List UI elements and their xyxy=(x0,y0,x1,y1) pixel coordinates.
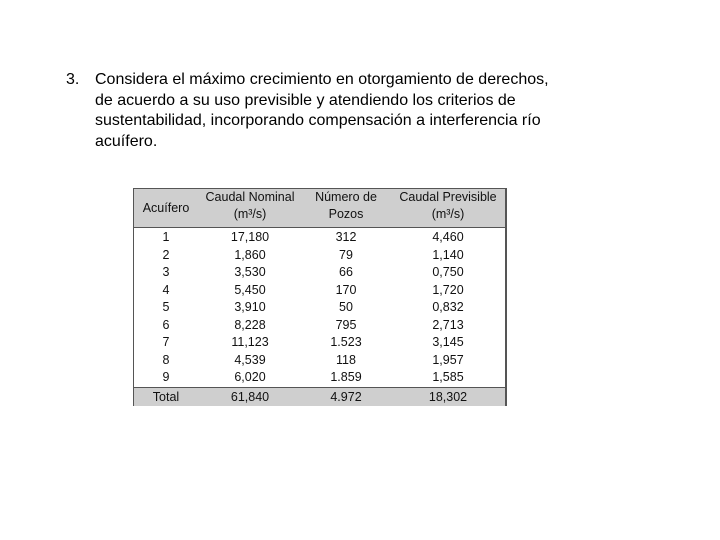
table-total-row xyxy=(134,387,505,406)
cell-caudal-previsible: 1,720 xyxy=(432,282,464,297)
cell-caudal-previsible: 1,140 xyxy=(432,247,464,262)
question-line: Considera el máximo crecimiento en otorgamiento de derechos, xyxy=(95,71,549,88)
cell-numero-pozos: 312 xyxy=(335,230,357,244)
header-acuifero: Acuífero xyxy=(142,201,190,215)
aquifer-table xyxy=(133,188,507,406)
cell-numero-pozos: 1.859 xyxy=(330,370,362,384)
cell-acuifero: 3 xyxy=(162,265,170,279)
cell-acuifero: 8 xyxy=(162,352,170,367)
cell-caudal-nominal: 8,228 xyxy=(234,317,266,332)
cell-acuifero: 5 xyxy=(162,300,170,314)
cell-caudal-nominal: 5,450 xyxy=(234,282,266,297)
cell-acuifero: 9 xyxy=(162,370,170,384)
header-caudal-nominal-label: Caudal Nominal xyxy=(205,190,295,204)
table-row xyxy=(134,351,505,369)
cell-caudal-nominal: 6,020 xyxy=(234,370,266,384)
cell-caudal-previsible: 4,460 xyxy=(432,230,464,244)
header-caudal-previsible-unit: (m³/s) xyxy=(431,207,465,221)
header-caudal-previsible xyxy=(390,189,506,227)
total-caudal-nominal: 61,840 xyxy=(230,390,270,404)
cell-acuifero: 6 xyxy=(162,317,170,332)
question-line: de acuerdo a su uso previsible y atendiendo los criterios de xyxy=(95,91,516,109)
table-row xyxy=(134,333,505,351)
header-caudal-nominal xyxy=(198,189,302,227)
cell-caudal-nominal: 1,860 xyxy=(234,247,266,262)
cell-acuifero: 1 xyxy=(162,230,170,244)
cell-numero-pozos: 1.523 xyxy=(330,335,362,349)
header-numero-pozos-line2: Pozos xyxy=(328,207,364,221)
question-number: 3. xyxy=(66,71,80,88)
table-row xyxy=(134,281,505,299)
cell-numero-pozos: 66 xyxy=(339,265,353,279)
cell-caudal-previsible: 0,832 xyxy=(432,300,464,314)
table-row xyxy=(134,246,505,264)
total-label: Total xyxy=(152,390,180,404)
table-row xyxy=(134,263,505,281)
table-row xyxy=(134,298,505,316)
cell-caudal-previsible: 2,713 xyxy=(432,317,464,332)
table-row xyxy=(134,228,505,246)
total-caudal-previsible: 18,302 xyxy=(428,390,468,404)
cell-numero-pozos: 118 xyxy=(336,352,356,367)
header-caudal-previsible-label: Caudal Previsible xyxy=(399,190,497,204)
header-numero-pozos xyxy=(302,189,390,227)
cell-acuifero: 4 xyxy=(162,282,170,297)
cell-caudal-nominal: 3,910 xyxy=(234,300,266,314)
cell-numero-pozos: 79 xyxy=(339,247,353,262)
question-line: acuífero. xyxy=(95,132,158,150)
cell-numero-pozos: 170 xyxy=(335,282,357,297)
cell-numero-pozos: 50 xyxy=(339,300,353,314)
cell-caudal-previsible: 0,750 xyxy=(432,265,464,279)
cell-caudal-previsible: 1,957 xyxy=(432,352,464,367)
question-line: sustentabilidad, incorporando compensación a interferencia río xyxy=(95,112,541,129)
cell-caudal-previsible: 1,585 xyxy=(432,370,464,384)
header-numero-pozos-line1: Número de xyxy=(315,190,377,204)
cell-caudal-nominal: 4,539 xyxy=(234,352,266,367)
total-numero-pozos: 4.972 xyxy=(330,390,362,404)
cell-caudal-nominal: 3,530 xyxy=(234,265,266,279)
table-row xyxy=(134,316,505,334)
cell-numero-pozos: 795 xyxy=(335,317,357,332)
cell-caudal-nominal: 11,123 xyxy=(231,335,269,349)
cell-acuifero: 7 xyxy=(162,335,170,349)
cell-caudal-nominal: 17,180 xyxy=(230,230,270,244)
table-body xyxy=(134,228,505,386)
question-text xyxy=(66,70,666,152)
cell-caudal-previsible: 3,145 xyxy=(432,335,464,349)
table-row xyxy=(134,368,505,386)
cell-acuifero: 2 xyxy=(162,247,170,262)
table-header xyxy=(134,189,505,228)
header-caudal-nominal-unit: (m³/s) xyxy=(233,207,267,221)
